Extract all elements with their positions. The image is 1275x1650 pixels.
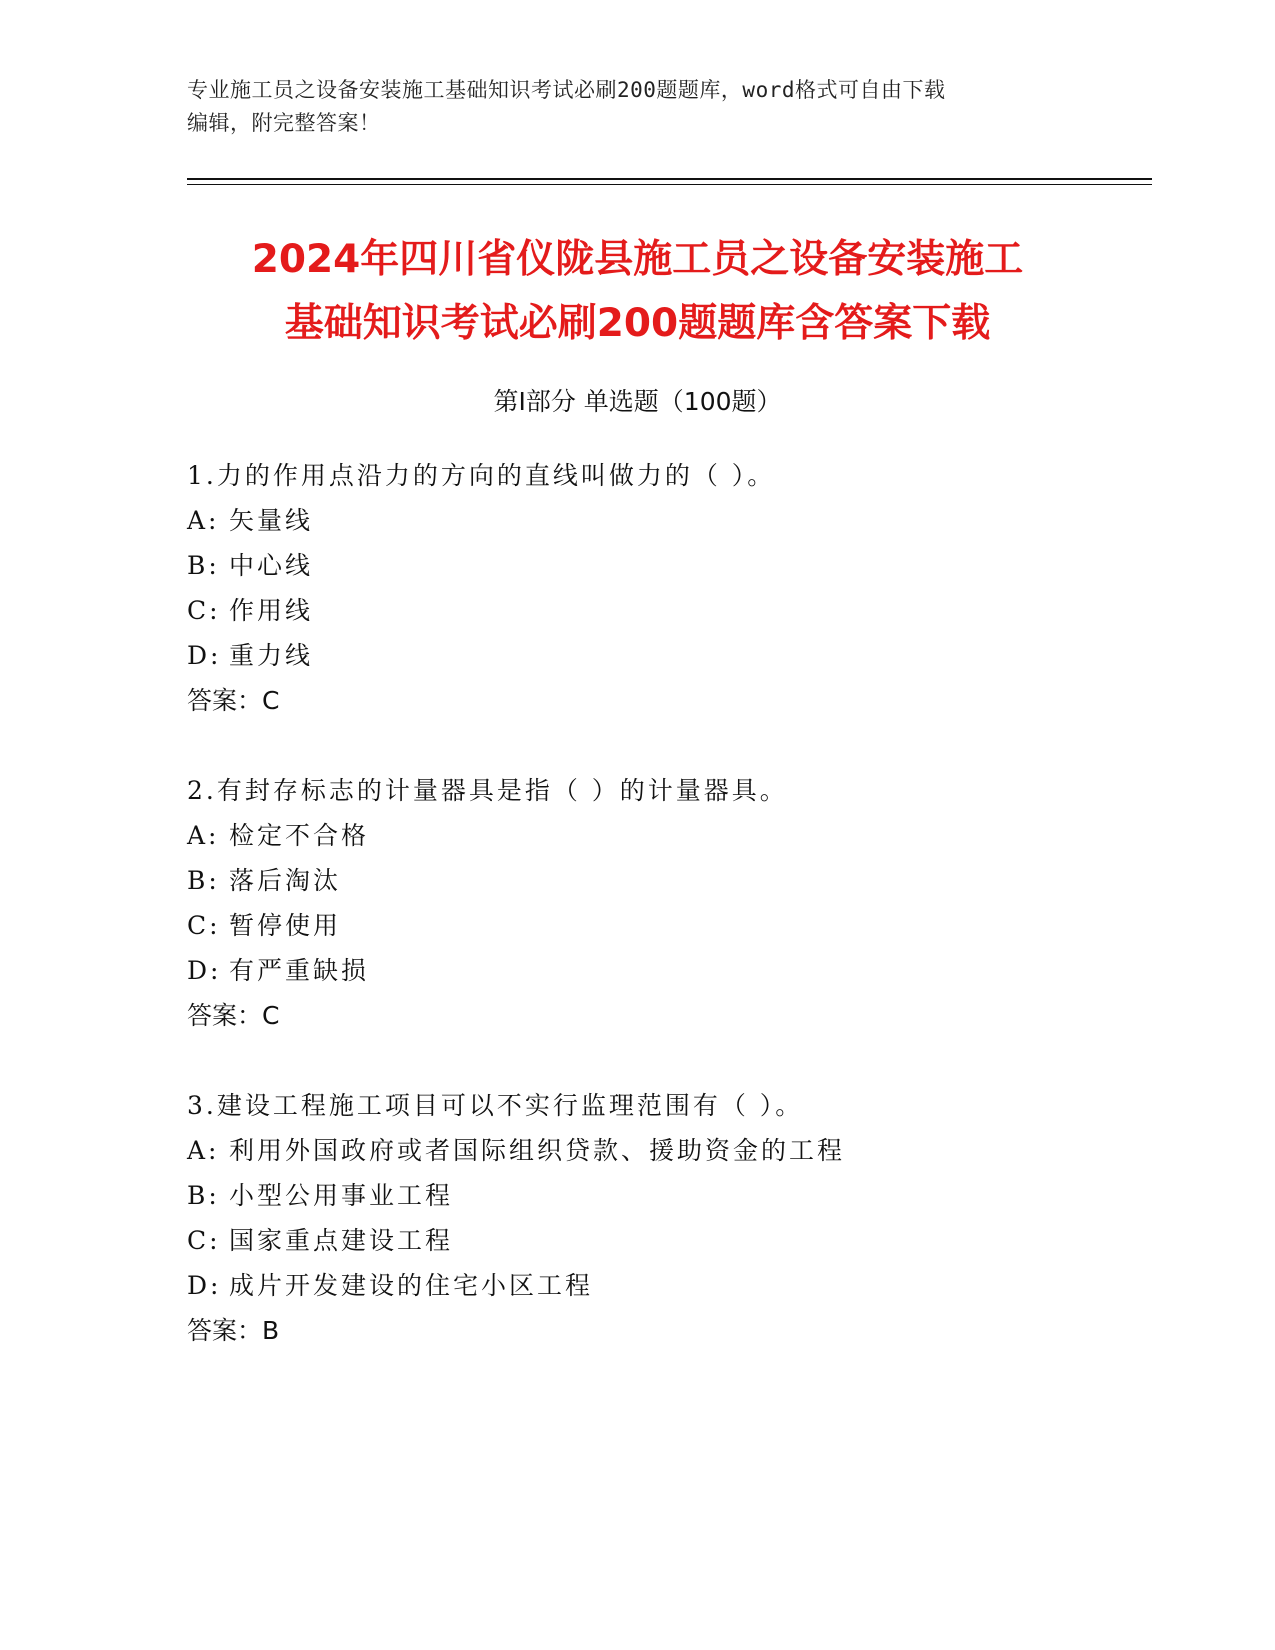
option-a (187, 1128, 1147, 1173)
option-letter: D: (187, 1271, 222, 1300)
option-a (187, 498, 1147, 543)
option-text: 落后淘汰 (229, 866, 342, 895)
question-1 (187, 453, 1147, 723)
option-text: 国家重点建设工程 (229, 1226, 454, 1255)
option-text: 利用外国政府或者国际组织贷款、援助资金的工程 (229, 1136, 846, 1165)
option-letter: D: (187, 641, 222, 670)
option-c (187, 588, 1147, 633)
document-title (150, 228, 1125, 356)
option-letter: C: (187, 596, 221, 625)
document-title-line-2: 基础知识考试必刷200题题库含答案下载 (284, 301, 991, 346)
option-text: 检定不合格 (229, 821, 370, 850)
question-3 (187, 1083, 1147, 1353)
answer-label: 答案：B (187, 1316, 280, 1345)
option-b (187, 1173, 1147, 1218)
option-letter: D: (187, 956, 222, 985)
question-stem: 1.力的作用点沿力的方向的直线叫做力的（ ）。 (187, 461, 776, 490)
option-letter: A: (187, 1136, 220, 1165)
option-c (187, 1218, 1147, 1263)
answer-label: 答案：C (187, 1001, 280, 1030)
option-b (187, 858, 1147, 903)
question-2 (187, 768, 1147, 1038)
option-letter: C: (187, 1226, 221, 1255)
header-note (187, 74, 1087, 140)
option-letter: B: (187, 1181, 220, 1210)
header-note-line-1: 专业施工员之设备安装施工基础知识考试必刷200题题库，word格式可自由下载 (187, 78, 946, 102)
question-stem: 3.建设工程施工项目可以不实行监理范围有（ ）。 (187, 1091, 804, 1120)
question-stem: 2.有封存标志的计量器具是指（ ）的计量器具。 (187, 776, 788, 805)
option-text: 矢量线 (229, 506, 314, 535)
option-text: 有严重缺损 (229, 956, 370, 985)
section-title: 第Ⅰ部分 单选题（100题） (493, 387, 782, 416)
option-text: 中心线 (229, 551, 314, 580)
option-letter: A: (187, 506, 220, 535)
option-text: 作用线 (229, 596, 314, 625)
option-text: 重力线 (229, 641, 314, 670)
header-note-line-2: 编辑，附完整答案！ (187, 111, 381, 135)
option-text: 小型公用事业工程 (229, 1181, 454, 1210)
header-divider-thin (187, 184, 1152, 185)
option-d (187, 1263, 1147, 1308)
option-c (187, 903, 1147, 948)
option-a (187, 813, 1147, 858)
option-d (187, 948, 1147, 993)
option-text: 暂停使用 (229, 911, 342, 940)
option-letter: C: (187, 911, 221, 940)
option-letter: B: (187, 551, 220, 580)
document-title-line-1: 2024年四川省仪陇县施工员之设备安装施工 (251, 237, 1024, 282)
option-b (187, 543, 1147, 588)
option-letter: B: (187, 866, 220, 895)
option-letter: A: (187, 821, 220, 850)
answer-label: 答案：C (187, 686, 280, 715)
option-text: 成片开发建设的住宅小区工程 (229, 1271, 594, 1300)
option-d (187, 633, 1147, 678)
header-divider-thick (187, 178, 1152, 180)
